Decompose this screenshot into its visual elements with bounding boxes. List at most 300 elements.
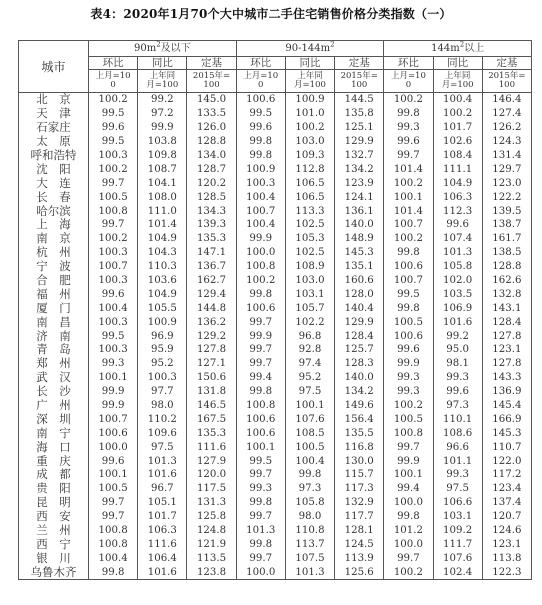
index-value: 100.3 [89, 149, 138, 163]
table-row [19, 301, 532, 315]
index-value: 97.4 [285, 357, 334, 371]
index-value: 149.6 [335, 399, 384, 413]
index-value: 100.7 [384, 274, 433, 288]
index-value: 146.4 [482, 93, 531, 107]
index-value: 123.0 [482, 176, 531, 190]
index-value: 99.6 [433, 218, 482, 232]
index-value: 106.3 [433, 190, 482, 204]
table-row [19, 121, 532, 135]
index-value: 96.6 [433, 440, 482, 454]
city-name: 长 春 [19, 190, 89, 204]
index-value: 103.1 [285, 287, 334, 301]
index-value: 100.3 [236, 176, 285, 190]
city-name: 兰 州 [19, 524, 89, 538]
index-value: 138.5 [482, 246, 531, 260]
index-value: 95.2 [138, 357, 187, 371]
index-value: 99.7 [89, 510, 138, 524]
index-value: 97.3 [433, 399, 482, 413]
table-row [19, 510, 532, 524]
index-value: 103.0 [285, 274, 334, 288]
city-name: 哈尔滨 [19, 204, 89, 218]
index-value: 105.8 [433, 260, 482, 274]
index-value: 101.3 [285, 565, 334, 579]
table-row [19, 440, 532, 454]
table-row [19, 426, 532, 440]
index-value: 143.3 [482, 371, 531, 385]
index-value: 98.1 [433, 357, 482, 371]
index-value: 117.2 [482, 468, 531, 482]
index-value: 126.0 [187, 121, 236, 135]
index-value: 108.7 [138, 162, 187, 176]
index-value: 100.6 [384, 260, 433, 274]
index-value: 140.4 [335, 301, 384, 315]
city-name: 南 宁 [19, 426, 89, 440]
index-value: 99.8 [236, 538, 285, 552]
index-value: 123.9 [335, 176, 384, 190]
index-value: 99.3 [384, 121, 433, 135]
index-value: 100.5 [384, 412, 433, 426]
index-value: 137.4 [482, 496, 531, 510]
index-value: 139.3 [187, 218, 236, 232]
index-value: 134.0 [187, 149, 236, 163]
city-name: 昆 明 [19, 496, 89, 510]
index-value: 100.0 [384, 538, 433, 552]
index-value: 100.7 [89, 412, 138, 426]
index-value: 97.5 [433, 482, 482, 496]
index-value: 120.7 [482, 510, 531, 524]
index-value: 128.0 [335, 287, 384, 301]
index-value: 110.3 [138, 260, 187, 274]
index-value: 99.7 [89, 496, 138, 510]
index-value: 101.6 [138, 565, 187, 579]
city-name: 青 岛 [19, 343, 89, 357]
index-value: 136.9 [482, 385, 531, 399]
subheader-dingji: 定基 [187, 57, 236, 70]
index-value: 99.7 [236, 551, 285, 565]
index-value: 99.9 [236, 329, 285, 343]
subheader-huanbi: 环比 [89, 57, 138, 70]
index-value: 99.9 [384, 357, 433, 371]
index-value: 99.9 [138, 121, 187, 135]
city-name: 沈 阳 [19, 162, 89, 176]
index-value: 100.0 [236, 246, 285, 260]
index-value: 99.3 [384, 385, 433, 399]
table-row [19, 93, 532, 107]
index-value: 99.7 [384, 440, 433, 454]
index-value: 99.6 [89, 287, 138, 301]
index-value: 99.4 [236, 371, 285, 385]
table-row [19, 454, 532, 468]
index-value: 112.8 [285, 162, 334, 176]
index-value: 125.8 [187, 510, 236, 524]
index-value: 110.2 [138, 412, 187, 426]
index-value: 105.8 [285, 496, 334, 510]
index-value: 97.7 [138, 385, 187, 399]
index-value: 115.7 [335, 468, 384, 482]
index-value: 99.5 [89, 135, 138, 149]
subheader-dingji: 定基 [482, 57, 531, 70]
index-value: 162.7 [187, 274, 236, 288]
index-value: 101.4 [384, 162, 433, 176]
city-name: 呼和浩特 [19, 149, 89, 163]
index-value: 107.6 [433, 551, 482, 565]
index-value: 130.0 [335, 454, 384, 468]
index-value: 99.7 [236, 468, 285, 482]
index-value: 100.4 [236, 190, 285, 204]
table-row [19, 135, 532, 149]
index-value: 150.6 [187, 371, 236, 385]
index-value: 160.6 [335, 274, 384, 288]
index-value: 101.0 [285, 107, 334, 121]
index-value: 99.4 [384, 482, 433, 496]
index-value: 99.7 [89, 176, 138, 190]
table-row [19, 176, 532, 190]
index-value: 117.7 [335, 510, 384, 524]
index-value: 139.5 [482, 204, 531, 218]
index-value: 128.1 [335, 524, 384, 538]
index-value: 98.0 [138, 399, 187, 413]
index-value: 103.8 [138, 135, 187, 149]
index-value: 100.2 [89, 232, 138, 246]
index-value: 100.8 [89, 524, 138, 538]
index-value: 100.2 [433, 107, 482, 121]
index-value: 125.1 [335, 121, 384, 135]
index-value: 92.8 [285, 343, 334, 357]
index-value: 99.5 [236, 107, 285, 121]
index-value: 99.8 [384, 246, 433, 260]
index-value: 126.2 [482, 121, 531, 135]
index-value: 104.1 [138, 176, 187, 190]
index-value: 99.5 [236, 454, 285, 468]
index-value: 135.3 [187, 426, 236, 440]
index-value: 127.4 [482, 107, 531, 121]
index-value: 100.2 [384, 93, 433, 107]
index-value: 101.3 [236, 524, 285, 538]
subheader-tongbi: 同比 [433, 57, 482, 70]
index-value: 101.4 [384, 204, 433, 218]
index-value: 123.4 [482, 482, 531, 496]
table-row [19, 551, 532, 565]
table-row [19, 482, 532, 496]
table-row [19, 399, 532, 413]
index-value: 132.9 [335, 496, 384, 510]
index-value: 131.8 [187, 385, 236, 399]
index-value: 135.1 [335, 260, 384, 274]
index-value: 100.3 [138, 371, 187, 385]
index-value: 108.4 [433, 149, 482, 163]
index-value: 110.8 [285, 524, 334, 538]
index-value: 133.5 [187, 107, 236, 121]
index-value: 99.7 [236, 343, 285, 357]
city-name: 宁 波 [19, 260, 89, 274]
index-value: 99.9 [236, 232, 285, 246]
index-value: 113.3 [285, 204, 334, 218]
index-value: 147.1 [187, 246, 236, 260]
index-value: 124.6 [482, 524, 531, 538]
index-value: 99.8 [89, 565, 138, 579]
table-row [19, 371, 532, 385]
index-value: 99.2 [433, 329, 482, 343]
index-value: 101.7 [433, 121, 482, 135]
index-value: 144.8 [187, 301, 236, 315]
index-value: 128.5 [187, 190, 236, 204]
index-value: 105.1 [138, 496, 187, 510]
group-header-large: $144m^2$以上 [384, 41, 532, 57]
city-name: 南 京 [19, 232, 89, 246]
city-name: 石家庄 [19, 121, 89, 135]
city-name: 成 都 [19, 468, 89, 482]
index-value: 99.8 [236, 287, 285, 301]
index-value: 104.9 [138, 232, 187, 246]
index-value: 122.3 [482, 565, 531, 579]
index-value: 148.9 [335, 232, 384, 246]
index-value: 99.9 [384, 454, 433, 468]
index-value: 108.5 [285, 426, 334, 440]
city-name: 厦 门 [19, 301, 89, 315]
city-name: 西 安 [19, 510, 89, 524]
city-name: 郑 州 [19, 357, 89, 371]
base-header: 上年同 月=100 [138, 70, 187, 93]
index-value: 162.6 [482, 274, 531, 288]
city-name: 南 昌 [19, 315, 89, 329]
index-value: 161.7 [482, 232, 531, 246]
index-value: 123.1 [482, 538, 531, 552]
index-value: 113.9 [335, 551, 384, 565]
index-value: 99.6 [236, 121, 285, 135]
index-value: 129.2 [187, 329, 236, 343]
index-value: 99.3 [89, 357, 138, 371]
index-value: 123.8 [187, 565, 236, 579]
table-row [19, 149, 532, 163]
index-value: 166.9 [482, 412, 531, 426]
city-name: 长 沙 [19, 385, 89, 399]
index-value: 128.7 [187, 162, 236, 176]
index-value: 134.2 [335, 385, 384, 399]
index-value: 103.1 [433, 510, 482, 524]
index-value: 131.3 [187, 496, 236, 510]
index-value: 100.5 [285, 440, 334, 454]
city-name: 太 原 [19, 135, 89, 149]
index-value: 121.9 [187, 538, 236, 552]
index-value: 135.3 [187, 232, 236, 246]
table-row [19, 246, 532, 260]
index-value: 96.9 [138, 329, 187, 343]
index-value: 100.8 [236, 399, 285, 413]
index-value: 100.2 [384, 565, 433, 579]
index-value: 127.1 [187, 357, 236, 371]
index-value: 100.1 [236, 440, 285, 454]
index-value: 145.3 [482, 426, 531, 440]
index-value: 132.8 [482, 287, 531, 301]
index-value: 99.9 [89, 399, 138, 413]
subheader-tongbi: 同比 [285, 57, 334, 70]
city-name: 西 宁 [19, 538, 89, 552]
index-value: 117.3 [335, 482, 384, 496]
index-value: 97.3 [285, 482, 334, 496]
index-value: 106.4 [138, 551, 187, 565]
index-value: 110.1 [433, 412, 482, 426]
index-value: 97.5 [138, 440, 187, 454]
table-row [19, 274, 532, 288]
index-value: 131.4 [482, 149, 531, 163]
index-value: 100.2 [89, 93, 138, 107]
city-name: 银 川 [19, 551, 89, 565]
index-value: 100.8 [236, 260, 285, 274]
index-value: 100.2 [384, 232, 433, 246]
index-value: 100.3 [89, 246, 138, 260]
index-value: 100.4 [433, 93, 482, 107]
index-value: 97.5 [285, 385, 334, 399]
index-value: 106.9 [433, 301, 482, 315]
table-row [19, 496, 532, 510]
index-value: 100.7 [384, 218, 433, 232]
index-value: 99.7 [89, 218, 138, 232]
index-value: 122.0 [482, 454, 531, 468]
index-value: 100.6 [89, 426, 138, 440]
base-header: 2015年= 100 [482, 70, 531, 93]
index-value: 108.9 [285, 260, 334, 274]
index-value: 120.0 [187, 468, 236, 482]
index-value: 100.3 [89, 343, 138, 357]
index-value: 106.5 [285, 176, 334, 190]
index-value: 122.2 [482, 190, 531, 204]
index-value: 146.5 [187, 399, 236, 413]
table-row [19, 385, 532, 399]
table-row [19, 232, 532, 246]
index-value: 128.3 [335, 357, 384, 371]
index-value: 134.3 [187, 204, 236, 218]
index-value: 100.2 [236, 274, 285, 288]
index-value: 100.0 [89, 440, 138, 454]
index-value: 100.9 [138, 315, 187, 329]
index-value: 127.8 [482, 329, 531, 343]
index-value: 100.4 [89, 551, 138, 565]
index-value: 100.5 [89, 482, 138, 496]
index-value: 103.5 [433, 287, 482, 301]
index-value: 99.8 [285, 468, 334, 482]
index-value: 100.8 [89, 538, 138, 552]
index-value: 100.6 [236, 412, 285, 426]
index-value: 101.6 [433, 315, 482, 329]
index-value: 129.4 [187, 287, 236, 301]
city-name: 济 南 [19, 329, 89, 343]
index-value: 100.1 [89, 468, 138, 482]
index-value: 99.2 [138, 93, 187, 107]
index-value: 117.5 [187, 482, 236, 496]
index-value: 100.6 [384, 329, 433, 343]
base-header: 上年同 月=100 [285, 70, 334, 93]
index-value: 99.6 [384, 343, 433, 357]
city-name: 合 肥 [19, 274, 89, 288]
index-value: 123.1 [482, 343, 531, 357]
city-name: 海 口 [19, 440, 89, 454]
index-value: 103.0 [285, 135, 334, 149]
table-row [19, 343, 532, 357]
index-value: 140.0 [335, 371, 384, 385]
index-value: 106.3 [138, 524, 187, 538]
index-value: 100.0 [384, 496, 433, 510]
index-value: 100.2 [384, 176, 433, 190]
index-value: 99.5 [89, 329, 138, 343]
index-value: 107.4 [433, 232, 482, 246]
index-value: 95.0 [433, 343, 482, 357]
index-value: 135.5 [335, 426, 384, 440]
index-value: 111.6 [187, 440, 236, 454]
index-value: 128.4 [482, 315, 531, 329]
index-value: 96.8 [285, 329, 334, 343]
index-value: 100.7 [89, 260, 138, 274]
index-value: 98.0 [285, 510, 334, 524]
index-value: 102.5 [285, 218, 334, 232]
index-value: 124.8 [187, 524, 236, 538]
index-value: 99.8 [236, 149, 285, 163]
index-value: 99.7 [236, 357, 285, 371]
index-value: 99.5 [384, 287, 433, 301]
index-value: 100.2 [285, 121, 334, 135]
index-value: 99.8 [236, 385, 285, 399]
city-name: 深 圳 [19, 412, 89, 426]
index-value: 106.5 [285, 190, 334, 204]
index-value: 127.9 [187, 454, 236, 468]
city-name: 重 庆 [19, 454, 89, 468]
table-row [19, 524, 532, 538]
index-value: 99.8 [384, 301, 433, 315]
city-name: 武 汉 [19, 371, 89, 385]
subheader-huanbi: 环比 [236, 57, 285, 70]
index-value: 134.2 [335, 162, 384, 176]
index-value: 105.5 [138, 301, 187, 315]
index-value: 99.5 [89, 107, 138, 121]
index-value: 129.9 [335, 135, 384, 149]
index-value: 111.1 [433, 162, 482, 176]
city-name: 乌鲁木齐 [19, 565, 89, 579]
city-name: 贵 阳 [19, 482, 89, 496]
table-row [19, 315, 532, 329]
table-row [19, 260, 532, 274]
base-header: 2015年= 100 [335, 70, 384, 93]
index-value: 102.6 [433, 135, 482, 149]
index-value: 99.7 [236, 315, 285, 329]
index-value: 99.8 [236, 496, 285, 510]
city-name: 大 连 [19, 176, 89, 190]
index-value: 100.4 [89, 301, 138, 315]
base-header: 上月=10 0 [384, 70, 433, 93]
index-value: 106.6 [433, 496, 482, 510]
index-value: 128.8 [187, 135, 236, 149]
index-value: 101.4 [138, 218, 187, 232]
index-value: 129.9 [335, 315, 384, 329]
index-value: 99.6 [433, 385, 482, 399]
index-value: 101.1 [433, 454, 482, 468]
index-value: 100.8 [89, 204, 138, 218]
index-value: 100.5 [89, 190, 138, 204]
page-title: 表4：2020年1月70个大中城市二手住宅销售价格分类指数（一） [90, 7, 452, 21]
index-value: 112.3 [433, 204, 482, 218]
index-value: 145.0 [187, 93, 236, 107]
index-value: 99.6 [384, 135, 433, 149]
index-value: 100.3 [89, 315, 138, 329]
base-header: 2015年= 100 [187, 70, 236, 93]
index-value: 100.6 [236, 301, 285, 315]
index-value: 110.7 [482, 440, 531, 454]
index-value: 95.2 [285, 371, 334, 385]
index-value: 143.1 [482, 301, 531, 315]
index-value: 101.7 [138, 510, 187, 524]
table-row [19, 538, 532, 552]
index-value: 127.8 [482, 357, 531, 371]
index-value: 124.5 [335, 538, 384, 552]
index-value: 99.3 [433, 371, 482, 385]
